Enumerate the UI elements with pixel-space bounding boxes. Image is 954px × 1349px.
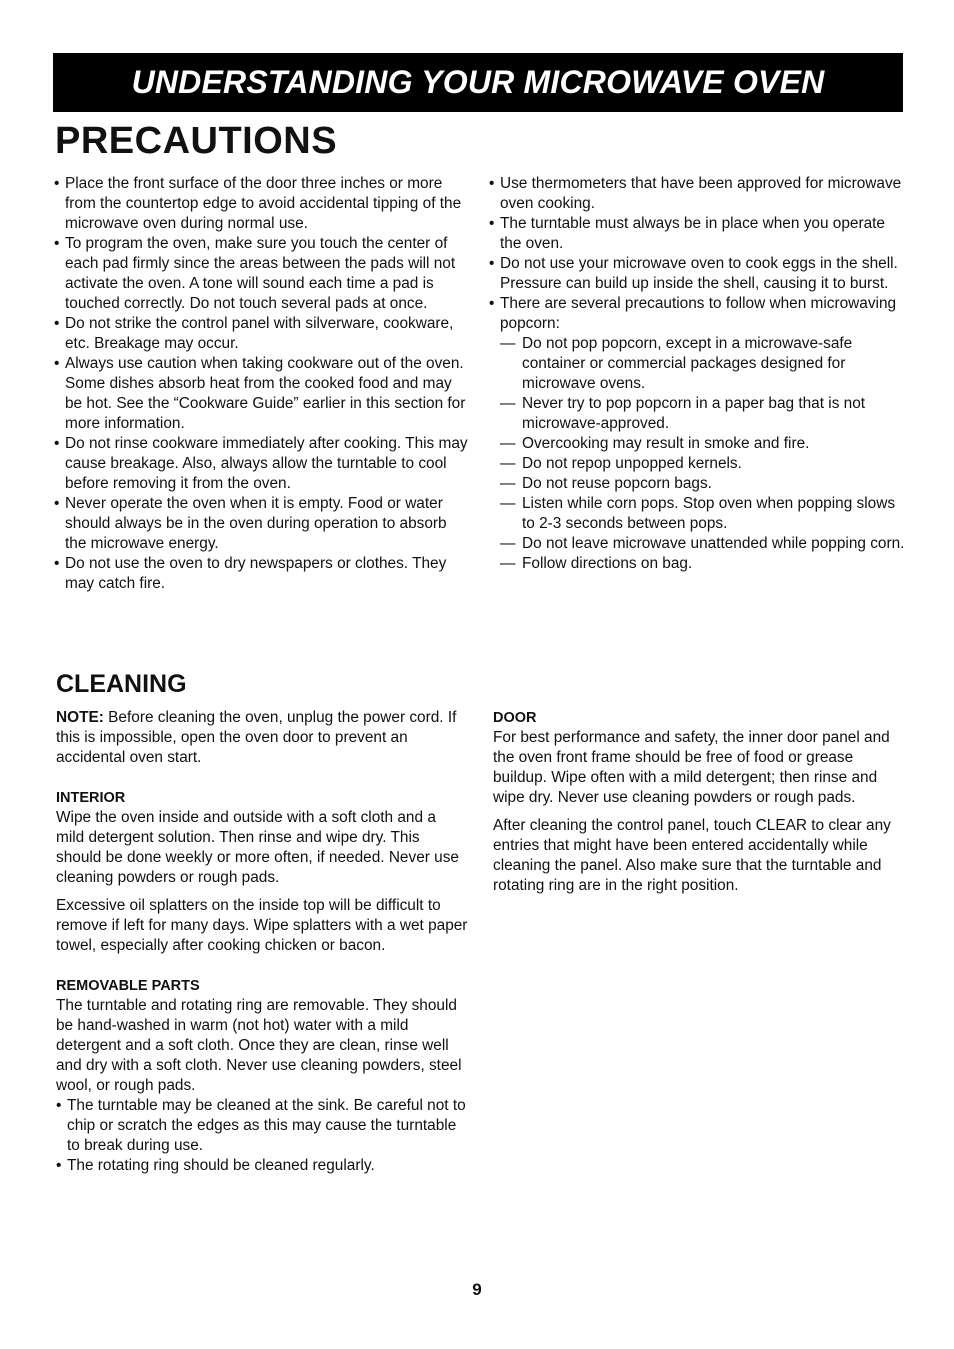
dash-mark: — bbox=[500, 535, 516, 552]
interior-paragraph: Excessive oil splatters on the inside top will be difficult to remove if left for many days. Wipe splatters with a wet paper towel, especially after cooking chicken or bacon. bbox=[56, 897, 468, 954]
precautions-right-list bbox=[489, 174, 907, 334]
precautions-right-column bbox=[489, 174, 907, 574]
precaution-item: • Never operate the oven when it is empty. Food or water should always be in the oven during operation to absorb the microwave energy. bbox=[54, 494, 472, 554]
popcorn-item-text: Listen while corn pops. Stop oven when popping slows to 2-3 seconds between pops. bbox=[522, 495, 896, 532]
precaution-item: • The turntable must always be in place when you operate the oven. bbox=[489, 214, 907, 254]
dash-mark: — bbox=[500, 555, 516, 572]
popcorn-item bbox=[489, 494, 907, 534]
interior-heading: INTERIOR bbox=[56, 790, 126, 806]
interior-paragraph: Wipe the oven inside and outside with a soft cloth and a mild detergent solution. Then rinse and wipe dry. This should be done weekly or more often, if needed. Never use cleaning powders or rough pads. bbox=[56, 809, 459, 886]
cleaning-note bbox=[56, 708, 468, 768]
precaution-item: • Do not rinse cookware immediately after cooking. This may cause breakage. Also, always allow the turntable to cool before removing it from the oven. bbox=[54, 434, 472, 494]
dash-mark: — bbox=[500, 455, 516, 472]
dash-mark: — bbox=[500, 395, 516, 412]
popcorn-list bbox=[489, 334, 907, 574]
door-paragraph: After cleaning the control panel, touch CLEAR to clear any entries that might have been entered accidentally while cleaning the panel. Also make sure that the turntable and rotating ring are in the right position. bbox=[493, 817, 891, 894]
popcorn-item-text: Do not repop unpopped kernels. bbox=[522, 455, 742, 472]
precaution-item: • Do not use the oven to dry newspapers or clothes. They may catch fire. bbox=[54, 554, 472, 594]
popcorn-item bbox=[489, 474, 907, 494]
precaution-item: • Place the front surface of the door three inches or more from the countertop edge to avoid accidental tipping of the microwave oven during normal use. bbox=[54, 174, 472, 234]
popcorn-item bbox=[489, 394, 907, 434]
precaution-item: • Always use caution when taking cookware out of the oven. Some dishes absorb heat from the cooked food and may be hot. See the “Cookware Guide” earlier in this section for more information. bbox=[54, 354, 472, 434]
precautions-left-list bbox=[54, 174, 472, 594]
cleaning-left-column bbox=[56, 708, 468, 1176]
header-banner bbox=[53, 53, 903, 112]
note-text: Before cleaning the oven, unplug the power cord. If this is impossible, open the oven door to prevent an accidental oven start. bbox=[56, 709, 457, 766]
precaution-item: • Do not strike the control panel with silverware, cookware, etc. Breakage may occur. bbox=[54, 314, 472, 354]
note-label: NOTE: bbox=[56, 709, 104, 726]
dash-mark: — bbox=[500, 435, 516, 452]
popcorn-item-text: Do not leave microwave unattended while popping corn. bbox=[522, 535, 905, 552]
page-number: 9 bbox=[472, 1280, 482, 1299]
precautions-left-column bbox=[54, 174, 472, 594]
precautions-title: PRECAUTIONS bbox=[55, 120, 338, 162]
popcorn-item-text: Do not reuse popcorn bags. bbox=[522, 475, 712, 492]
removable-heading: REMOVABLE PARTS bbox=[56, 978, 200, 994]
precaution-item: • Use thermometers that have been approved for microwave oven cooking. bbox=[489, 174, 907, 214]
door-heading: DOOR bbox=[493, 710, 537, 726]
door-paragraph: For best performance and safety, the inner door panel and the oven front frame should be free of food or grease buildup. Wipe often with a mild detergent; then rinse and wipe dry. Never use cleaning powders or rough pads. bbox=[493, 729, 890, 806]
cleaning-title: CLEANING bbox=[56, 670, 187, 698]
removable-list bbox=[56, 1096, 468, 1176]
removable-item: • The rotating ring should be cleaned regularly. bbox=[56, 1156, 468, 1176]
banner-title: UNDERSTANDING YOUR MICROWAVE OVEN bbox=[131, 64, 825, 100]
popcorn-item-text: Follow directions on bag. bbox=[522, 555, 693, 572]
precaution-item: • Do not use your microwave oven to cook eggs in the shell. Pressure can build up inside the shell, causing it to burst. bbox=[489, 254, 907, 294]
popcorn-item bbox=[489, 534, 907, 554]
precaution-item: • There are several precautions to follow when microwaving popcorn: bbox=[489, 294, 907, 334]
popcorn-item-text: Overcooking may result in smoke and fire. bbox=[522, 435, 810, 452]
popcorn-item-text: Never try to pop popcorn in a paper bag that is not microwave-approved. bbox=[522, 395, 866, 432]
removable-paragraph: The turntable and rotating ring are removable. They should be hand-washed in warm (not hot) water with a mild detergent and a soft cloth. Once they are clean, rinse well and dry with a soft cloth. Never use cleaning powders, steel wool, or rough pads. bbox=[56, 997, 462, 1094]
popcorn-item bbox=[489, 454, 907, 474]
dash-mark: — bbox=[500, 475, 516, 492]
popcorn-item bbox=[489, 434, 907, 454]
cleaning-right-column bbox=[493, 708, 903, 896]
popcorn-item-text: Do not pop popcorn, except in a microwave-safe container or commercial packages designed for microwave ovens. bbox=[522, 335, 853, 392]
removable-item: • The turntable may be cleaned at the sink. Be careful not to chip or scratch the edges as this may cause the turntable to break during use. bbox=[56, 1096, 468, 1156]
dash-mark: — bbox=[500, 495, 516, 512]
dash-mark: — bbox=[500, 335, 516, 352]
popcorn-item bbox=[489, 554, 907, 574]
popcorn-item bbox=[489, 334, 907, 394]
precaution-item: • To program the oven, make sure you touch the center of each pad firmly since the areas between the pads will not activate the oven. A tone will sound each time a pad is touched correctly. Do not touch several pads at once. bbox=[54, 234, 472, 314]
